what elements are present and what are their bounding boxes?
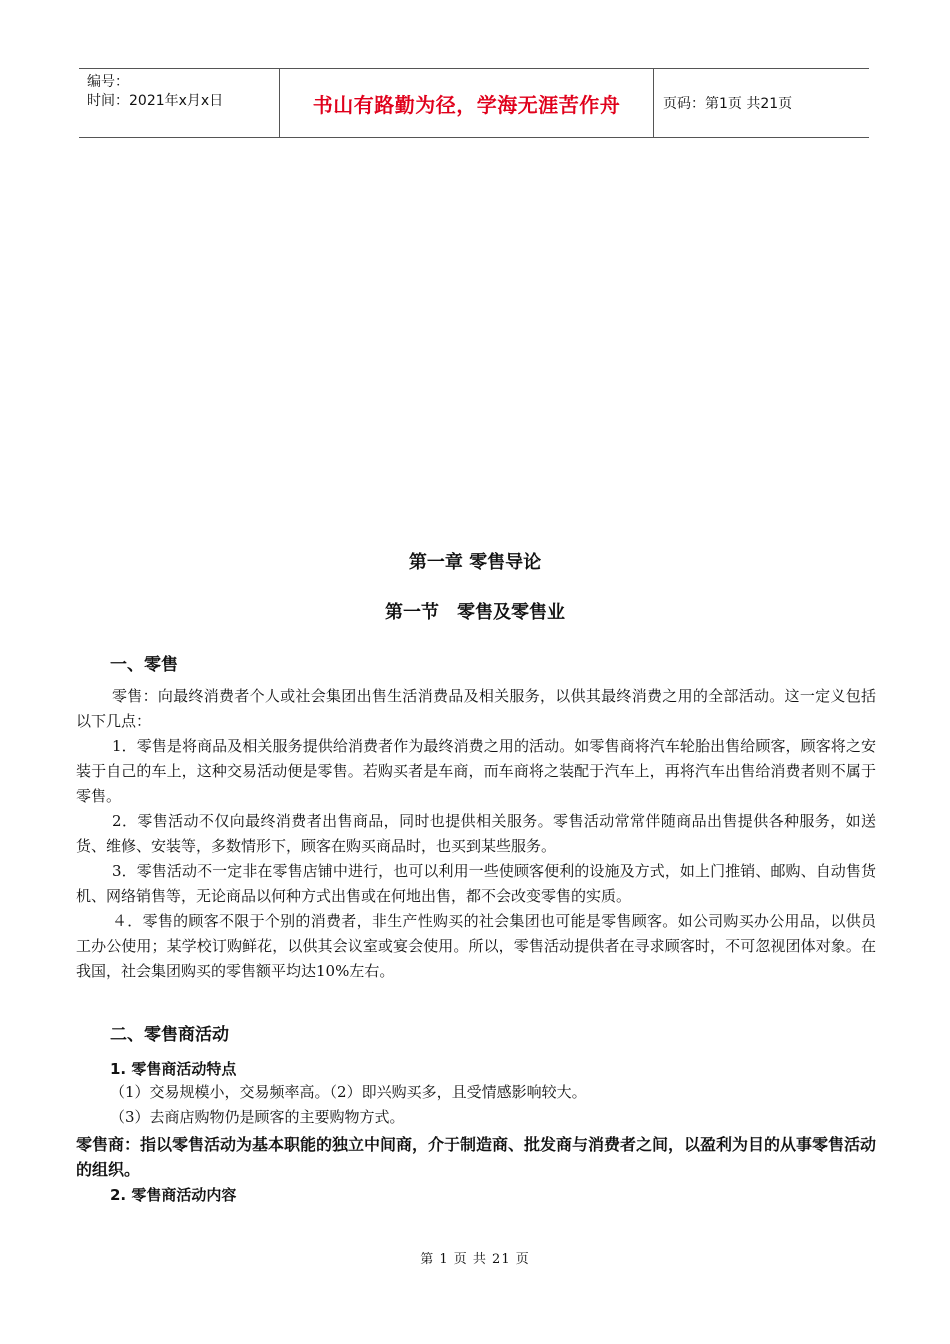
subheading-features: 1. 零售商活动特点 [110, 1060, 237, 1078]
section-title: 第一节 零售及零售业 [385, 602, 565, 623]
features-line-2: （3）去商店购物仍是顾客的主要购物方式。 [110, 1108, 405, 1126]
header-page-info: 页码：第1页 共21页 [663, 96, 793, 112]
date-label: 时间：2021年x月x日 [87, 93, 224, 109]
page-footer: 第 1 页 共 21 页 [420, 1252, 530, 1267]
retail-body [76, 684, 876, 984]
header-table [79, 68, 869, 138]
retail-point-3: 3．零售活动不一定非在零售店铺中进行，也可以利用一些使顾客便利的设施及方式，如上门推销、邮购、自动售货机、网络销售等，无论商品以何种方式出售或在何地出售，都不会改变零售的实质。 [76, 862, 876, 905]
retail-point-2: 2．零售活动不仅向最终消费者出售商品，同时也提供相关服务。零售活动常常伴随商品出售提供各种服务，如送货、维修、安装等，多数情形下，顾客在购买商品时，也买到某些服务。 [76, 812, 876, 855]
heading-retail: 一、零售 [110, 655, 178, 675]
header-left-cell [79, 69, 280, 137]
retail-point-1: 1．零售是将商品及相关服务提供给消费者作为最终消费之用的活动。如零售商将汽车轮胎出售给顾客，顾客将之安装于自己的车上，这种交易活动便是零售。若购买者是车商，而车商将之装配于汽车上，再将汽车出售给消费者则不属于零售。 [76, 737, 876, 805]
retailer-definition: 零售商：指以零售活动为基本职能的独立中间商，介于制造商、批发商与消费者之间，以盈利为目的从事零售活动的组织。 [76, 1135, 877, 1179]
number-label: 编号： [87, 74, 129, 90]
heading-retailer-activity: 二、零售商活动 [110, 1025, 229, 1045]
header-motto: 书山有路勤为径，学海无涯苦作舟 [280, 69, 654, 137]
features-line-1: （1）交易规模小，交易频率高。（2）即兴购买多，且受情感影响较大。 [110, 1083, 587, 1101]
chapter-title: 第一章 零售导论 [408, 552, 542, 573]
subheading-content: 2. 零售商活动内容 [110, 1186, 237, 1204]
retail-intro: 零售：向最终消费者个人或社会集团出售生活消费品及相关服务，以供其最终消费之用的全部活动。这一定义包括以下几点： [76, 687, 876, 730]
retail-point-4: ４．零售的顾客不限于个别的消费者，非生产性购买的社会集团也可能是零售顾客。如公司购买办公用品，以供员工办公使用；某学校订购鲜花，以供其会议室或宴会使用。所以，零售活动提供者在寻求顾客时，不可忽视团体对象。在我国，社会集团购买的零售额平均达10%左右。 [76, 912, 876, 980]
